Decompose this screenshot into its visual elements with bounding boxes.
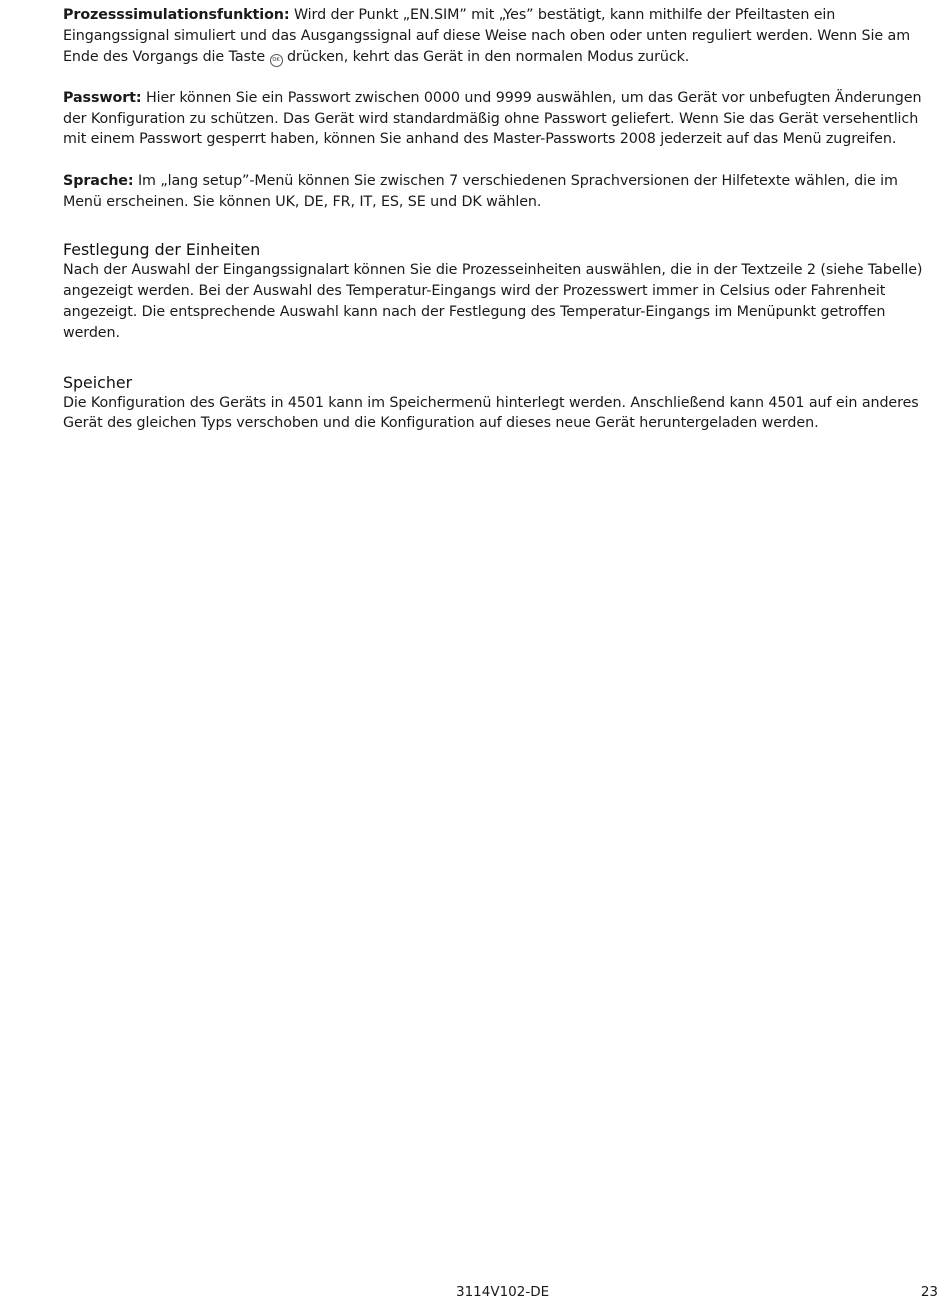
speicher-section — [63, 373, 935, 435]
prozesssimulation-text-2: drücken, kehrt das Gerät in den normalen Modus zurück. — [282, 48, 690, 65]
einheiten-heading: Festlegung der Einheiten — [63, 240, 261, 260]
footer-document-number: 3114V102-DE — [456, 1284, 550, 1300]
document-body — [63, 5, 935, 434]
passwort-paragraph — [63, 88, 935, 150]
sprache-paragraph — [63, 171, 935, 213]
sprache-text: Im „lang setup”-Menü können Sie zwischen 7 verschiedenen Sprachversionen der Hilfetexte wählen, die im Menü erscheinen. Sie können UK, DE, FR, IT, ES, SE und DK wählen. — [63, 172, 898, 210]
einheiten-paragraph: Nach der Auswahl der Eingangssignalart können Sie die Prozesseinheiten auswählen, die in der Textzeile 2 (siehe Tabelle) angezeigt werden. Bei der Auswahl des Temperatur-Eingangs wird der Prozesswert immer in Celsius oder Fahrenheit angezeigt. Die entsprechende Auswahl kann nach der Festlegung des Temperatur-Eingangs im Menüpunkt getroffen werden. — [63, 262, 923, 341]
ok-key-icon: OK — [270, 54, 283, 67]
passwort-label: Passwort: — [63, 89, 142, 106]
passwort-text: Hier können Sie ein Passwort zwischen 0000 und 9999 auswählen, um das Gerät vor unbefugten Änderungen der Konfiguration zu schützen. Das Gerät wird standardmäßig ohne Passwort geliefert. Wenn Sie das Gerät versehentlich mit einem Passwort gesperrt haben, können Sie anhand des Master-Passworts 2008 jederzeit auf das Menü zugreifen. — [63, 89, 922, 148]
einheiten-section — [63, 240, 935, 343]
sprache-label: Sprache: — [63, 172, 134, 189]
speicher-paragraph: Die Konfiguration des Geräts in 4501 kann im Speichermenü hinterlegt werden. Anschließend kann 4501 auf ein anderes Gerät des gleichen Typs verschoben und die Konfiguration auf dieses neue Gerät heruntergeladen werden. — [63, 394, 919, 432]
prozesssimulation-text-1: Wird der Punkt „EN.SIM” mit „Yes” bestätigt, kann mithilfe der Pfeiltasten ein Eingangssignal simuliert und das Ausgangssignal auf diese Weise nach oben oder unten reguliert werden. Wenn Sie am Ende des Vorgangs die Taste — [63, 7, 911, 65]
prozesssimulation-label: Prozesssimulationsfunktion: — [63, 7, 290, 23]
footer-page-number: 23 — [920, 1284, 938, 1300]
speicher-heading: Speicher — [63, 372, 133, 392]
prozesssimulation-paragraph — [63, 5, 935, 67]
